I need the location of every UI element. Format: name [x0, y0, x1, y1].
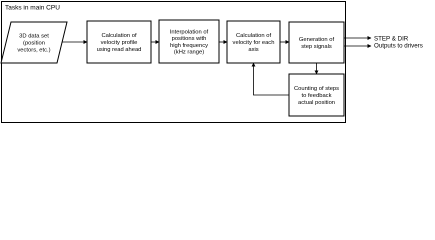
main-cpu-frame-label: Tasks in main CPU	[5, 4, 60, 12]
output-label	[374, 36, 423, 50]
text-line: positions with	[171, 36, 207, 43]
node-step-signals	[289, 22, 344, 63]
text-line: using read ahead	[96, 46, 142, 53]
text-line: Calculation of	[101, 33, 137, 40]
text-line: (position	[23, 40, 45, 47]
text-line: Outputs to drivers	[374, 42, 423, 50]
node-interpolation	[159, 20, 219, 63]
step-signals-label	[299, 37, 335, 50]
node-dataset	[1, 22, 67, 63]
text-line: Calculation of	[235, 33, 272, 40]
text-line: Generation of	[298, 37, 335, 44]
text-line: 3D data set	[19, 33, 49, 40]
text-line: to feedback	[301, 93, 332, 99]
text-line: Counting of steps	[293, 86, 340, 93]
text-line: actual position	[297, 99, 336, 106]
velocity-profile-label	[97, 33, 142, 53]
text-line: high frequency	[169, 42, 209, 49]
text-line: Interpolation of	[169, 29, 209, 36]
text-line: velocity for each	[232, 40, 275, 46]
text-line: step signals	[301, 43, 332, 50]
node-step-counting	[289, 74, 344, 116]
node-axis-velocity	[227, 21, 280, 63]
text-line: STEP & DIR	[374, 35, 409, 43]
text-line: velocity profile	[100, 40, 138, 46]
text-line: vectors, etc.)	[17, 47, 51, 54]
node-velocity-profile	[87, 21, 151, 63]
text-line: axis	[248, 46, 259, 53]
interpolation-label	[170, 29, 209, 55]
text-line: (kHz range)	[173, 49, 205, 56]
